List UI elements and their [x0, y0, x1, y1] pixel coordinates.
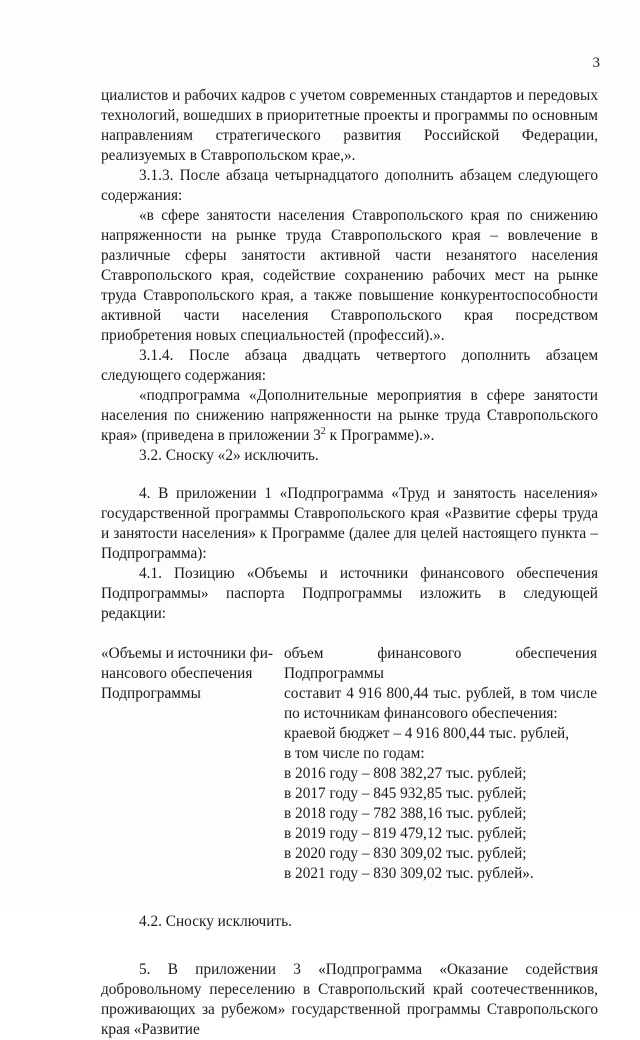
paragraph-4-2: 4.2. Сноску исключить. [139, 913, 292, 930]
table-value-line: по источникам финансового обеспечения: [284, 705, 558, 722]
table-value-year-2020: в 2020 году – 830 309,02 тыс. рублей; [284, 845, 527, 862]
page-number: 3 [592, 55, 600, 71]
paragraph-4: 4. В приложении 1 «Подпрограмма «Труд и занятость населения» государственной программы Ставропольского края «Развитие сферы труда и занятости населения» к Программе (далее для целей настоящего пункта – Подпрограмма): [101, 485, 598, 562]
paragraph-continuation: циалистов и рабочих кадров с учетом современных стандартов и передовых технологий, вошедших в приоритетные проекты и программы по основным направлениям стратегического развития Российской Федерации, реализуемых в Ставропольском крае,». [101, 87, 598, 164]
paragraph-3-2: 3.2. Сноску «2» исключить. [139, 447, 319, 464]
paragraph-3-1-4: 3.1.4. После абзаца двадцать четвертого дополнить абзацем следующего содержания: [101, 347, 598, 384]
financing-table-value [279, 644, 597, 884]
table-value-year-2019: в 2019 году – 819 479,12 тыс. рублей; [284, 825, 527, 842]
subprogram-text-end: к Программе).». [325, 427, 435, 444]
paragraph-5: 5. В приложении 3 «Подпрограмма «Оказание содействия добровольному переселению в Ставропольский край соотечественников, проживающих за рубежом» государственной программы Ставропольского края «Развитие [101, 961, 598, 1038]
table-value-line: объем финансового обеспечения Подпрограммы [284, 645, 597, 682]
table-value-year-2018: в 2018 году – 782 388,16 тыс. рублей; [284, 805, 527, 822]
table-value-line: в том числе по годам: [284, 745, 425, 762]
financing-table-label [101, 644, 279, 884]
paragraph-quote-subprogram [101, 386, 598, 446]
table-label-line: «Объемы и источники фи- [101, 645, 274, 662]
table-value-year-2017: в 2017 году – 845 932,85 тыс. рублей; [284, 785, 527, 802]
table-value-line: краевой бюджет – 4 916 800,44 тыс. рублей, [284, 725, 570, 742]
table-value-year-2016: в 2016 году – 808 382,27 тыс. рублей; [284, 765, 527, 782]
paragraph-quote-employment: «в сфере занятости населения Ставропольского края по снижению напряженности на рынке труда Ставропольского края – вовлечение в различные сферы занятости активной части незанятого населения Ставропольского края, содействие сохранению рабочих мест на рынке труда Ставропольского края, а также повышение конкурентоспособности активной части населения Ставропольского края посредством приобретения новых специальностей (профессий).». [101, 207, 598, 344]
paragraph-3-1-3: 3.1.3. После абзаца четырнадцатого дополнить абзацем следующего содержания: [101, 167, 598, 204]
subprogram-text-start: «подпрограмма «Дополнительные мероприятия в сфере занятости населения по снижению напряженности на рынке труда Ставропольского края» (приведена в приложении 3 [101, 387, 598, 444]
table-value-year-2021: в 2021 году – 830 309,02 тыс. рублей». [284, 865, 534, 882]
paragraph-4-1: 4.1. Позицию «Объемы и источники финансового обеспечения Подпрограммы» паспорта Подпрограммы изложить в следующей редакции: [101, 565, 598, 622]
document-body [101, 86, 598, 1040]
table-label-line: Подпрограммы [101, 685, 201, 702]
table-value-line: составит 4 916 800,44 тыс. рублей, в том числе [284, 685, 597, 702]
table-label-line: нансового обеспечения [101, 665, 253, 682]
financing-table [101, 644, 598, 884]
footnote-superscript: 2 [320, 425, 326, 437]
